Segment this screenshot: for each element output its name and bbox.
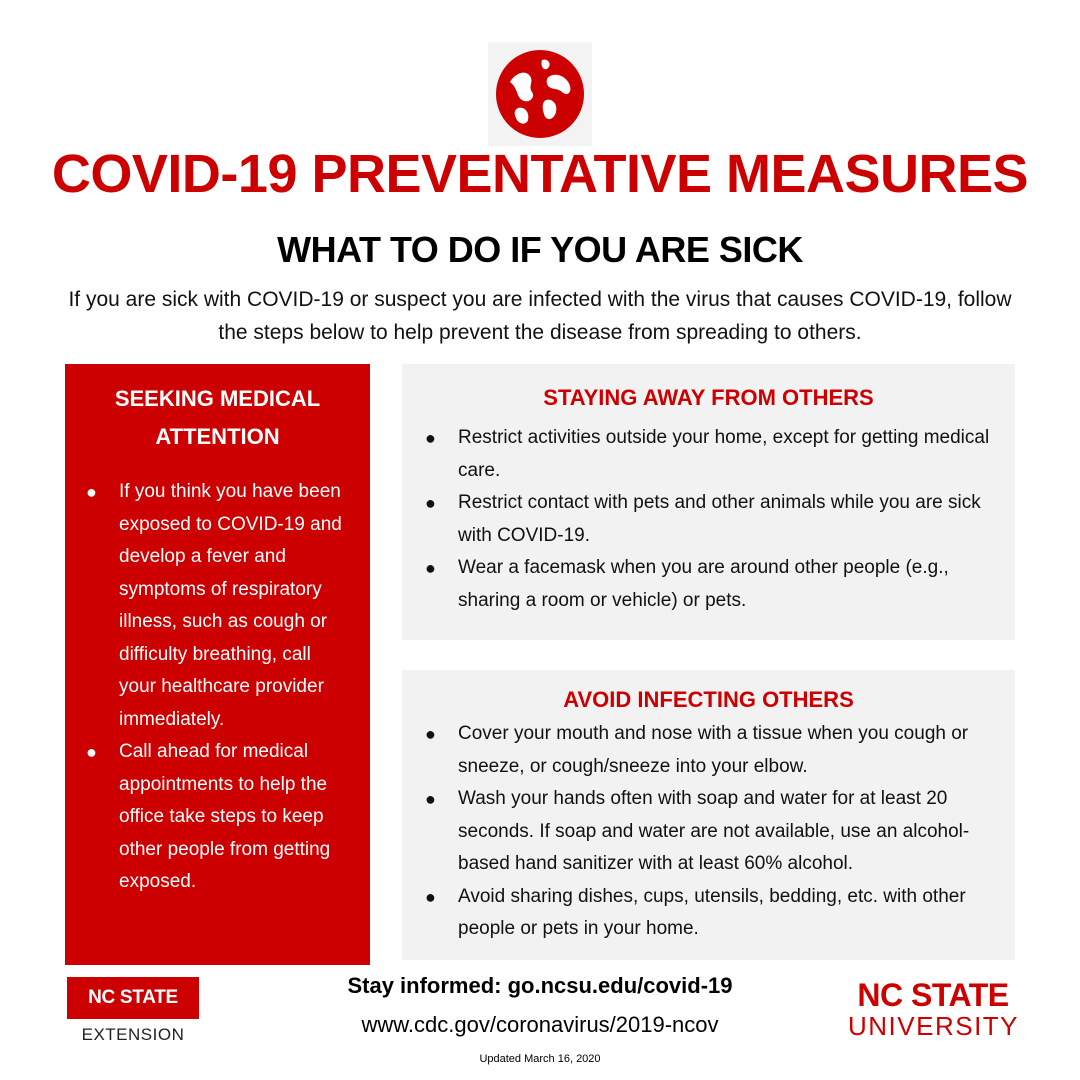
list-item [425, 552, 995, 617]
extension-badge: NC STATE [67, 977, 199, 1019]
list-item-text: Cover your mouth and nose with a tissue when you cough or sneeze, or cough/sneeze into your elbow. [458, 723, 969, 777]
nc-state-extension-logo [67, 977, 199, 1045]
university-name: NC STATE [857, 977, 1009, 1013]
list-item [86, 476, 352, 736]
list-item [425, 487, 995, 552]
list-item-text: Restrict activities outside your home, except for getting medical care. [458, 427, 990, 481]
university-label: UNIVERSITY [848, 1011, 1020, 1041]
list-item [425, 783, 995, 881]
seeking-medical-heading [65, 364, 370, 456]
page-subtitle: WHAT TO DO IF YOU ARE SICK [277, 229, 803, 270]
list-item-text: If you think you have been exposed to COVID-19 and develop a fever and symptoms of respiratory illness, such as cough or difficulty breathing, call your healthcare provider immediately. [119, 481, 342, 730]
avoid-infecting-panel [402, 670, 1015, 960]
seeking-medical-panel [65, 364, 370, 965]
list-item [86, 736, 352, 899]
list-item-text: Call ahead for medical appointments to help the office take steps to keep other people from getting exposed. [119, 741, 331, 892]
list-item-text: Wash your hands often with soap and water for at least 20 seconds. If soap and water are not available, use an alcohol-based hand sanitizer with at least 60% alcohol. [458, 788, 970, 874]
heading-line: SEEKING MEDICAL [114, 386, 321, 411]
cdc-link[interactable]: www.cdc.gov/coronavirus/2019-ncov [361, 1012, 719, 1037]
bullet-icon: ● [425, 493, 436, 513]
globe-icon [488, 42, 592, 146]
list-item [425, 718, 995, 783]
bullet-icon: ● [86, 742, 97, 762]
bullet-icon: ● [425, 886, 436, 907]
stay-informed-link[interactable]: Stay informed: go.ncsu.edu/covid-19 [347, 973, 733, 998]
list-item [425, 422, 995, 487]
extension-label: EXTENSION [81, 1025, 185, 1044]
page-title: COVID-19 PREVENTATIVE MEASURES [51, 144, 1029, 204]
list-item-text: Restrict contact with pets and other animals while you are sick with COVID-19. [458, 492, 981, 546]
list-item [425, 881, 995, 946]
list-item-text: Avoid sharing dishes, cups, utensils, bedding, etc. with other people or pets in your home. [458, 885, 966, 939]
bullet-icon: ● [425, 428, 436, 448]
bullet-icon: ● [425, 789, 436, 809]
bullet-icon: ● [425, 724, 436, 744]
footer-info [260, 968, 820, 1067]
bullet-icon: ● [425, 558, 436, 578]
bullet-icon: ● [86, 482, 97, 502]
nc-state-university-logo [848, 978, 1018, 1040]
list-item-text: Wear a facemask when you are around other people (e.g., sharing a room or vehicle) or pets. [458, 557, 949, 611]
staying-away-heading: STAYING AWAY FROM OTHERS [543, 385, 874, 410]
heading-line: ATTENTION [155, 424, 280, 449]
intro-text: If you are sick with COVID-19 or suspect you are infected with the virus that causes COVID-19, follow the steps below to help prevent the disease from spreading to others. [68, 288, 1012, 344]
avoid-infecting-heading: AVOID INFECTING OTHERS [563, 687, 854, 712]
staying-away-panel [402, 364, 1015, 640]
updated-date: Updated March 16, 2020 [479, 1053, 601, 1065]
